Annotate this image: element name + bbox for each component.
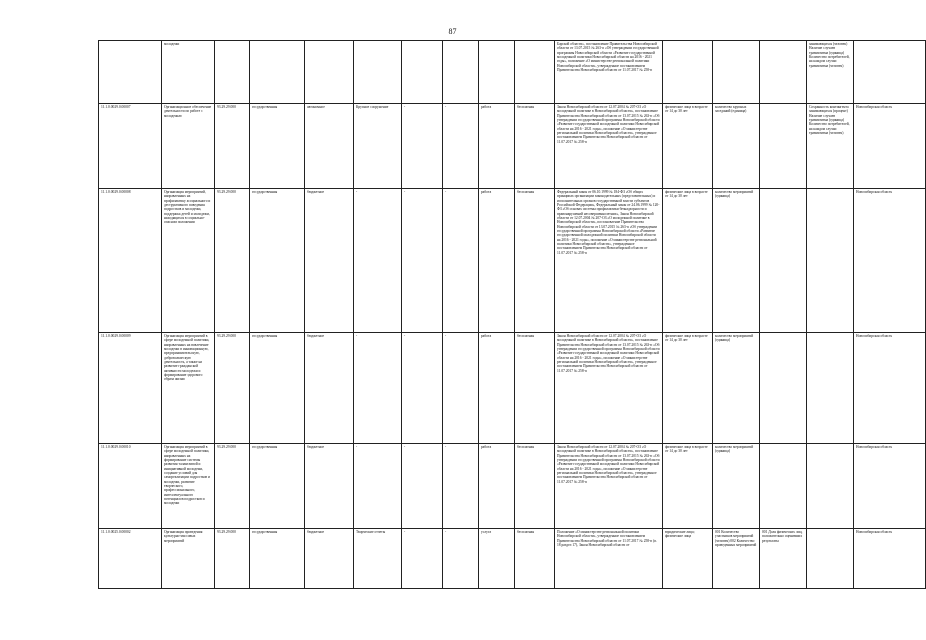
- cell-text: работа: [481, 105, 492, 109]
- cell-text: Федеральный закон от 06.10.1999 № 184-ФЗ «Об общих принципах организации законодательных (представительных) и исполнительных органов государственной власти субъектов Российской Федерации», Федеральный закон от 24.06.1999 № 120-ФЗ «Об основах системы профилактики безнадзорности и правонарушений несовершеннолетних», Закон Новосибирской области от 12.07.2004 № 207-ОЗ «О молодежной политике в Новосибирской области», постановление Правительства Новосибирской области от 13.07.2015 № 263-п «Об утверждении государственной программы Новосибирской области «Развитие государственной молодежной политики Новосибирской области на 2016 - 2021 годы», положение «О министерстве региональной политики Новосибирской области», утвержденное постановлением Правительства Новосибирской области от 11.07.2017 № 258-п: [557, 190, 660, 255]
- cell-text: -: [445, 334, 447, 338]
- table-cell: [713, 41, 760, 104]
- table-cell: [162, 41, 215, 104]
- cell-text: работа: [481, 445, 492, 449]
- cell-text: работа: [481, 334, 492, 338]
- cell-text: 11.1.0.0029.0.00010: [101, 445, 131, 449]
- cell-text: 11.1.0.0029.0.00007: [101, 105, 131, 109]
- cell-text: 11.1.0.0029.0.00008: [101, 190, 131, 194]
- table-cell: [713, 444, 760, 529]
- table-cell: [402, 529, 443, 589]
- table-cell: [555, 41, 663, 104]
- table-cell: [99, 189, 162, 333]
- cell-text: Новосибирская область: [856, 105, 893, 109]
- cell-text: бюджетное: [307, 445, 325, 449]
- table-cell: [354, 104, 402, 189]
- table-cell: [663, 529, 713, 589]
- cell-text: бюджетное: [307, 334, 325, 338]
- table-cell: [555, 333, 663, 444]
- cell-text: Организация мероприятий в сфере молодежной политики, направленных на вовлечение молодежи в инновационную, предпринимательскую, добровольческую деятельность, а также на развитие гражданской активности молодежи и формирование здорового образа жизни: [164, 334, 211, 382]
- table-cell: [162, 104, 215, 189]
- table-cell: [555, 104, 663, 189]
- cell-text: Организация мероприятий в сфере молодежной политики, направленных на формирование системы развития талантливой и инициативной молодежи, создание условий для самореализации подростков и молодежи, развитие творческого, профессионального, интеллектуального потенциалов подростков и молодежи: [164, 445, 211, 506]
- cell-text: -: [404, 530, 406, 534]
- table-cell: [402, 41, 443, 104]
- cell-text: 11.1.0.0029.0.00009: [101, 334, 131, 338]
- cell-text: Организационное обеспечение деятельности по работе с молодежью: [164, 105, 213, 118]
- table-cell: [713, 189, 760, 333]
- table-cell: [443, 189, 479, 333]
- table-cell: [443, 529, 479, 589]
- cell-text: 93.29.29.000: [217, 445, 236, 449]
- cell-text: Новосибирская область: [856, 190, 893, 194]
- cell-text: количество мероприятий (единица): [715, 334, 755, 343]
- table-cell: [713, 104, 760, 189]
- cell-text: -: [404, 334, 406, 338]
- cell-text: бюджетное: [307, 530, 325, 534]
- table-cell: [215, 104, 250, 189]
- cell-text: бесплатная: [517, 105, 535, 109]
- table-cell: [713, 333, 760, 444]
- table-cell: [479, 104, 515, 189]
- cell-text: количество мероприятий (единица): [715, 445, 755, 454]
- services-table: [98, 40, 926, 589]
- cell-text: -: [445, 445, 447, 449]
- table-cell: [555, 189, 663, 333]
- cell-text: юридические лица; физические лица: [665, 530, 696, 539]
- table-row: [99, 529, 926, 589]
- cell-text: 93.29.29.000: [217, 105, 236, 109]
- cell-text: Закон Новосибирской области от 12.07.2004 № 207-ОЗ «О молодежной политике в Новосибирской области», постановление Правительства Новосибирской области от 13.07.2015 № 263-п «Об утверждении государственной программы Новосибирской области «Развитие государственной молодежной политики Новосибирской области на 2016 - 2021 годы», положение «О министерстве региональной политики Новосибирской области», утвержденное постановлением Правительства Новосибирской области от 11.07.2017 № 258-п: [557, 105, 661, 144]
- cell-text: -: [404, 445, 406, 449]
- cell-text: бесплатная: [517, 445, 535, 449]
- table-cell: [555, 444, 663, 529]
- table-cell: [250, 444, 305, 529]
- cell-text: работа: [481, 190, 492, 194]
- cell-text: Новосибирская область: [856, 334, 893, 338]
- cell-text: государственная: [252, 105, 278, 109]
- cell-text: государственная: [252, 445, 278, 449]
- table-cell: [807, 104, 854, 189]
- cell-text: 93.29.29.000: [217, 334, 236, 338]
- table-cell: [215, 333, 250, 444]
- cell-text: услуга: [481, 530, 492, 534]
- table-cell: [854, 529, 926, 589]
- table-cell: [760, 333, 807, 444]
- cell-text: Организация проведения культурно-массовых мероприятий: [164, 530, 204, 543]
- table-row: [99, 444, 926, 529]
- table-cell: [250, 529, 305, 589]
- table-cell: [215, 529, 250, 589]
- table-cell: [515, 333, 555, 444]
- table-cell: [479, 189, 515, 333]
- table-cell: [443, 41, 479, 104]
- cell-text: 11.1.0.0025.0.00002: [101, 530, 131, 534]
- table-cell: [99, 333, 162, 444]
- table-cell: [807, 444, 854, 529]
- cell-text: физические лица в возрасте от 14 до 30 лет: [665, 334, 709, 343]
- cell-text: -: [445, 190, 447, 194]
- cell-text: 93.29.29.000: [217, 190, 236, 194]
- table-row: [99, 333, 926, 444]
- table-cell: [162, 444, 215, 529]
- table-cell: [162, 333, 215, 444]
- cell-text: бесплатная: [517, 334, 535, 338]
- cell-text: Творческие отчеты: [356, 530, 386, 534]
- table-cell: [402, 104, 443, 189]
- table-cell: [215, 189, 250, 333]
- table-cell: [515, 444, 555, 529]
- cell-text: Положение «О министерстве региональной политики Новосибирской области», утвержденное постановлением Правительства Новосибирской области от 11.07.2017 № 258-п (п. 18 раздел 17), Закон Новосибирской области от: [557, 530, 659, 548]
- cell-text: Закон Новосибирской области от 12.07.2004 № 207-ОЗ «О молодежной политике в Новосибирской области», постановление Правительства Новосибирской области от 13.07.2015 № 263-п «Об утверждении государственной программы Новосибирской области «Развитие государственной молодежной политики Новосибирской области на 2016 - 2021 годы», положение «О министерстве региональной политики Новосибирской области», утвержденное постановлением Правительства Новосибирской области от 11.07.2017 № 258-п: [557, 445, 661, 484]
- table-cell: [515, 41, 555, 104]
- table-cell: [479, 444, 515, 529]
- cell-text: Закон Новосибирской области от 12.07.2004 № 207-ОЗ «О молодежной политике в Новосибирской области», постановление Правительства Новосибирской области от 13.07.2015 № 263-п «Об утверждении государственной программы Новосибирской области «Развитие государственной молодежной политики Новосибирской области на 2016 - 2021 годы», положение «О министерстве региональной политики Новосибирской области», утвержденное постановлением Правительства Новосибирской области от 11.07.2017 № 258-п: [557, 334, 661, 373]
- cell-text: бесплатная: [517, 530, 535, 534]
- table-cell: [807, 333, 854, 444]
- table-cell: [854, 444, 926, 529]
- cell-text: государственная: [252, 530, 278, 534]
- page-number: 87: [448, 27, 457, 36]
- table-cell: [250, 189, 305, 333]
- cell-text: -: [356, 190, 358, 194]
- cell-text: количество мероприятий (единица): [715, 190, 755, 199]
- table-cell: [443, 333, 479, 444]
- table-cell: [515, 529, 555, 589]
- table-cell: [555, 529, 663, 589]
- table-cell: [305, 529, 354, 589]
- table-row: [99, 104, 926, 189]
- cell-text: физические лица в возрасте от 14 до 30 лет: [665, 105, 709, 114]
- table-cell: [305, 104, 354, 189]
- cell-text: -: [404, 190, 406, 194]
- table-row: [99, 41, 926, 104]
- table-cell: [250, 41, 305, 104]
- table-cell: [760, 104, 807, 189]
- cell-text: бесплатная: [517, 190, 535, 194]
- cell-text: государственная: [252, 334, 278, 338]
- table-cell: [402, 444, 443, 529]
- table-cell: [760, 529, 807, 589]
- table-cell: [713, 529, 760, 589]
- cell-text: государственная: [252, 190, 278, 194]
- cell-text: -: [445, 105, 447, 109]
- cell-text: Крупное сооружение: [356, 105, 389, 109]
- table-cell: [99, 444, 162, 529]
- table-cell: [402, 333, 443, 444]
- table-cell: [854, 41, 926, 104]
- table-cell: [215, 444, 250, 529]
- table-cell: [663, 41, 713, 104]
- cell-text: Барской области», постановление Правительства Новосибирской области от 13.07.2015 № 263-п «Об утверждении государственной программы Новосибирской области «Развитие государственной молодежной политики Новосибирской области на 2016 - 2021 годы», положение «О министерстве региональной политики Новосибирской области», утвержденное постановлением Правительства Новосибирской области от 11.07.2017 № 258-п: [557, 42, 660, 73]
- table-cell: [760, 189, 807, 333]
- table-cell: [479, 333, 515, 444]
- cell-text: бюджетное: [307, 190, 325, 194]
- table-cell: [305, 333, 354, 444]
- table-cell: [760, 41, 807, 104]
- cell-text: занимающихся (человек) Наличие случаев травматизма (единица) Количество потребителей, на каждом случаи травматизма (человек): [809, 42, 851, 68]
- table-cell: [250, 104, 305, 189]
- table-cell: [99, 529, 162, 589]
- table-cell: [162, 529, 215, 589]
- cell-text: автономное: [307, 105, 325, 109]
- cell-text: -: [356, 334, 358, 338]
- table-cell: [854, 189, 926, 333]
- table-cell: [807, 41, 854, 104]
- table-cell: [305, 189, 354, 333]
- table-cell: [305, 444, 354, 529]
- table-cell: [354, 444, 402, 529]
- table-cell: [807, 189, 854, 333]
- table-cell: [305, 41, 354, 104]
- cell-text: молодежи: [164, 42, 180, 46]
- table-cell: [854, 333, 926, 444]
- cell-text: количество крупных заседаний (единица): [715, 105, 748, 114]
- table-cell: [515, 189, 555, 333]
- table-row: [99, 189, 926, 333]
- table-cell: [162, 189, 215, 333]
- cell-text: 001 Количество участников мероприятий (человек) 002 Количество проведенных мероприятий: [715, 530, 757, 548]
- cell-text: -: [404, 105, 406, 109]
- table-cell: [479, 529, 515, 589]
- cell-text: Новосибирская область: [856, 530, 893, 534]
- cell-text: -: [356, 445, 358, 449]
- table-cell: [443, 444, 479, 529]
- table-cell: [443, 104, 479, 189]
- table-cell: [250, 333, 305, 444]
- cell-text: Новосибирская область: [856, 445, 893, 449]
- cell-text: Организация мероприятий, направленных на профилактику асоциального и деструктивного поведения подростков и молодежи, поддержка детей и молодежи, находящихся в социально-опасном положении: [164, 190, 212, 225]
- table-cell: [215, 41, 250, 104]
- table-cell: [354, 189, 402, 333]
- table-cell: [854, 104, 926, 189]
- cell-text: физические лица в возрасте от 14 до 30 лет: [665, 190, 709, 199]
- table-cell: [663, 189, 713, 333]
- table-cell: [99, 41, 162, 104]
- table-cell: [354, 333, 402, 444]
- cell-text: 93.29.29.000: [217, 530, 236, 534]
- cell-text: 001 Доля физических лиц, положительно оценивших результаты: [762, 530, 804, 543]
- table-cell: [402, 189, 443, 333]
- table-cell: [663, 104, 713, 189]
- table-cell: [479, 41, 515, 104]
- table-cell: [663, 444, 713, 529]
- table-cell: [99, 104, 162, 189]
- table-cell: [807, 529, 854, 589]
- table-cell: [663, 333, 713, 444]
- table-cell: [515, 104, 555, 189]
- cell-text: физические лица в возрасте от 14 до 30 лет: [665, 445, 709, 454]
- cell-text: Сохранность контингента занимающихся (процент) Наличие случаев травматизма (единица) Количество потребителей, на каждом случаи травматизма (человек): [809, 105, 851, 136]
- table-cell: [354, 529, 402, 589]
- table-cell: [354, 41, 402, 104]
- table-cell: [760, 444, 807, 529]
- cell-text: -: [445, 530, 447, 534]
